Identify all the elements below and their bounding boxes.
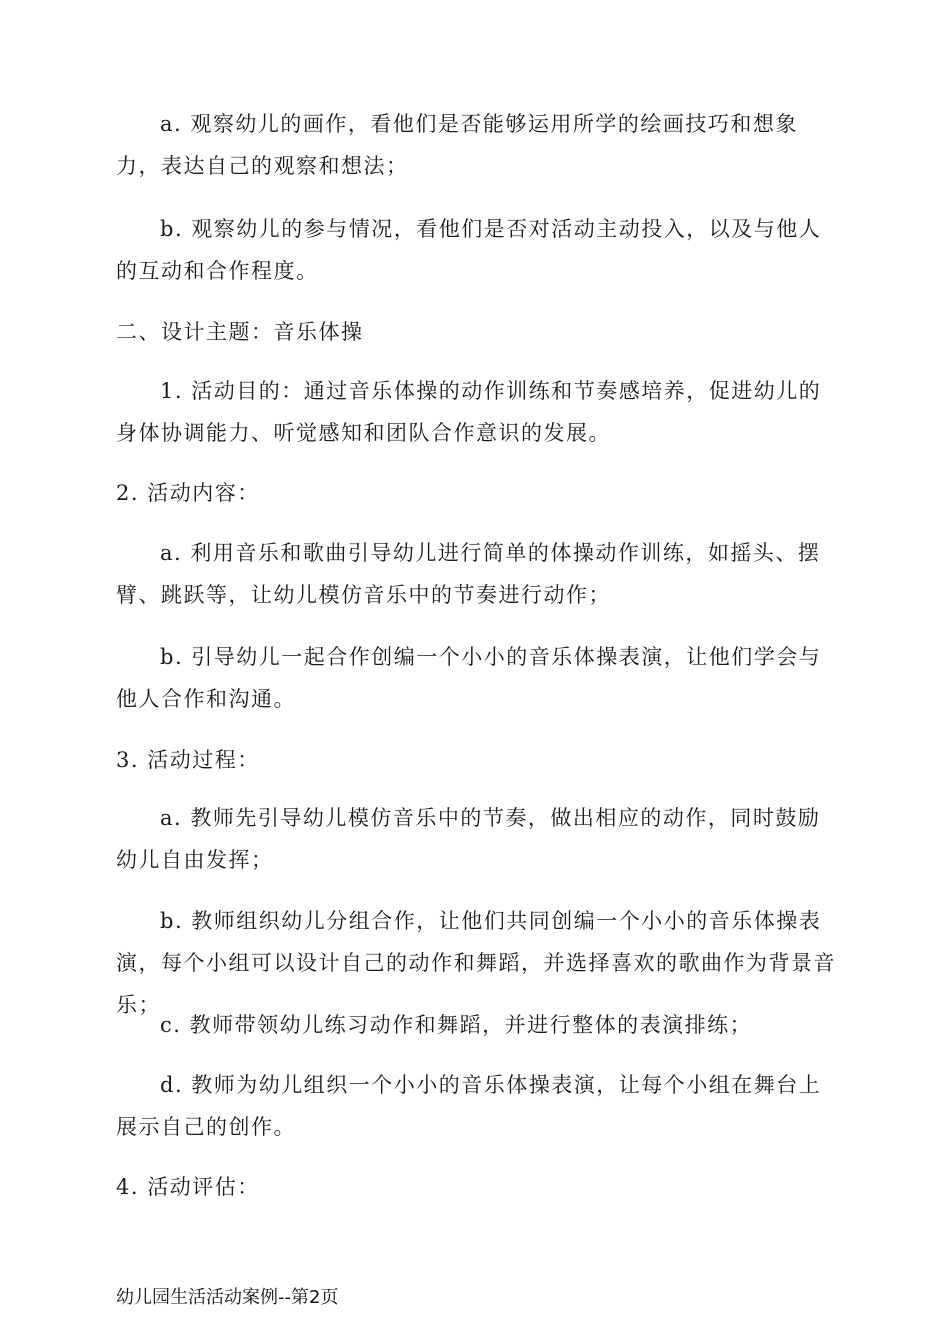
page-footer: 幼儿园生活活动案例--第2页 bbox=[116, 1287, 339, 1308]
paragraph-process-d: d. 教师为幼儿组织一个小小的音乐体操表演，让每个小组在舞台上展示自己的创作。 bbox=[116, 1073, 822, 1139]
paragraph-observe-participation: b. 观察幼儿的参与情况，看他们是否对活动主动投入，以及与他人的互动和合作程度。 bbox=[116, 217, 822, 283]
heading-activity-evaluation: 4. 活动评估： bbox=[116, 1175, 260, 1199]
paragraph-process-b: b. 教师组织幼儿分组合作，让他们共同创编一个小小的音乐体操表演，每个小组可以设计自己的动作和舞蹈，并选择喜欢的歌曲作为背景音乐； bbox=[116, 909, 836, 1017]
paragraph-process-c: c. 教师带领幼儿练习动作和舞蹈，并进行整体的表演排练； bbox=[160, 1013, 753, 1037]
paragraph-content-a: a. 利用音乐和歌曲引导幼儿进行简单的体操动作训练，如摇头、摆臂、跳跃等，让幼儿模仿音乐中的节奏进行动作； bbox=[116, 541, 821, 607]
paragraph-observe-drawings: a. 观察幼儿的画作，看他们是否能够运用所学的绘画技巧和想象力，表达自己的观察和想法； bbox=[116, 112, 798, 178]
paragraph-activity-goal: 1. 活动目的：通过音乐体操的动作训练和节奏感培养，促进幼儿的身体协调能力、听觉感知和团队合作意识的发展。 bbox=[116, 379, 822, 445]
heading-activity-content: 2. 活动内容： bbox=[116, 481, 260, 505]
heading-activity-process: 3. 活动过程： bbox=[116, 748, 260, 772]
paragraph-process-a: a. 教师先引导幼儿模仿音乐中的节奏，做出相应的动作，同时鼓励幼儿自由发挥； bbox=[116, 806, 821, 872]
paragraph-content-b: b. 引导幼儿一起合作创编一个小小的音乐体操表演，让他们学会与他人合作和沟通。 bbox=[116, 645, 822, 711]
section-heading-music-gymnastics: 二、设计主题：音乐体操 bbox=[116, 320, 364, 344]
